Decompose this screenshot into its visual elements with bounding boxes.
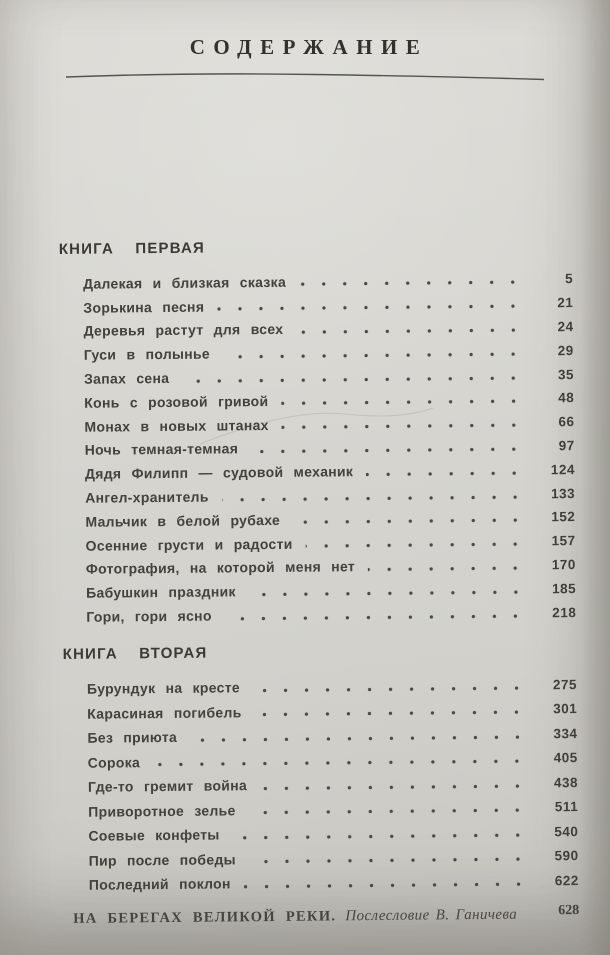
dot-leader [223, 351, 524, 359]
afterword-title: НА БЕРЕГАХ ВЕЛИКОЙ РЕКИ. [73, 908, 337, 928]
dot-leader [190, 734, 527, 742]
afterword-row [73, 903, 580, 929]
dot-leader [306, 542, 526, 549]
chapter-title: Монах в новых штанах [84, 416, 269, 435]
toc-row [86, 600, 576, 628]
page-number: 334 [553, 725, 578, 741]
page-number: 438 [553, 774, 578, 790]
dot-leader [233, 832, 529, 840]
section-heading-book-two: КНИГА ВТОРАЯ [62, 644, 208, 663]
toc-content [59, 235, 580, 928]
chapter-title: Карасиная погибель [87, 703, 242, 722]
dot-leader [244, 881, 529, 889]
chapter-title: Деревья растут для всех [83, 321, 284, 340]
chapter-title: Приворотное зелье [88, 802, 236, 820]
page-number: 48 [558, 390, 575, 406]
chapter-title: Дядя Филипп — судовой механик [84, 463, 354, 483]
chapter-title: Гуси в полынье [83, 345, 211, 364]
page-title: СОДЕРЖАНИЕ [189, 35, 429, 59]
dot-leader [249, 808, 529, 816]
chapter-title: Фотография, на которой меня нет [85, 558, 356, 578]
page-number: 97 [558, 438, 575, 454]
chapter-title: Ночь темная-темная [84, 440, 239, 459]
dot-leader [281, 399, 524, 406]
chapter-title: Конь с розовой гривой [84, 392, 269, 411]
page-number: 21 [557, 295, 574, 311]
chapter-title: Осенние грусти и радости [85, 535, 293, 554]
page-number: 170 [551, 557, 576, 573]
page-number: 218 [552, 604, 577, 620]
dot-leader [153, 759, 528, 768]
toc-section-book-two [63, 640, 579, 897]
page-number: 405 [553, 750, 578, 766]
dot-leader [293, 518, 525, 525]
toc-section-book-one [59, 235, 577, 629]
dot-leader [260, 783, 528, 791]
dot-leader [255, 710, 528, 718]
chapter-title: Бурундук на кресте [86, 679, 241, 697]
chapter-title: Сорока [87, 753, 141, 771]
chapter-title: Зорькина песня [83, 298, 205, 316]
dot-leader [282, 423, 525, 430]
page-number: 275 [552, 676, 578, 692]
afterword-page-number: 628 [558, 903, 580, 919]
page-number: 66 [558, 414, 575, 430]
title-rule [66, 70, 544, 82]
page-number: 590 [554, 848, 579, 864]
page-number: 622 [554, 872, 579, 888]
dot-leader [366, 470, 525, 477]
dot-leader [299, 280, 523, 287]
page-number: 185 [551, 580, 577, 597]
chapter-title: Соевые конфеты [88, 826, 220, 844]
page-number: 540 [554, 823, 579, 839]
afterword-subtitle: Послесловие В. Ганичева [345, 907, 518, 925]
dot-leader [182, 375, 524, 383]
chapter-title: Ангел-хранитель [85, 488, 209, 506]
page-number: 133 [551, 485, 576, 501]
page-number: 35 [557, 366, 575, 382]
chapter-title: Где-то гремит война [87, 777, 248, 795]
page-number: 157 [551, 533, 576, 549]
chapter-title: Запах сена [83, 370, 170, 387]
dot-leader [222, 494, 525, 502]
chapter-title: Гори, гори ясно [86, 607, 212, 625]
page-number: 29 [557, 342, 574, 359]
chapter-title: Мальчик в белой рубахе [85, 511, 281, 530]
toc-rows-book-one [59, 267, 576, 629]
page-number: 301 [553, 701, 578, 717]
dot-leader [253, 685, 527, 693]
chapter-title: Далекая и близкая сказка [83, 273, 287, 292]
dot-leader [249, 589, 526, 597]
page-number: 5 [565, 271, 574, 287]
chapter-title: Пир после победы [88, 851, 236, 869]
chapter-title: Без приюта [87, 729, 178, 746]
page-number: 152 [551, 509, 576, 525]
page-number: 124 [550, 461, 575, 478]
page-number: 24 [557, 319, 574, 335]
dot-leader [225, 613, 527, 621]
section-heading-book-one: КНИГА ПЕРВАЯ [58, 239, 206, 259]
toc-rows-book-two [63, 672, 579, 897]
dot-leader [368, 565, 526, 572]
chapter-title: Бабушкин праздник [86, 583, 236, 602]
dot-leader [251, 447, 525, 455]
dot-leader [217, 304, 523, 312]
page-number: 511 [554, 799, 579, 815]
dot-leader [249, 857, 529, 865]
chapter-title: Последний поклон [88, 875, 231, 893]
dot-leader [296, 328, 523, 335]
toc-row [89, 868, 579, 897]
